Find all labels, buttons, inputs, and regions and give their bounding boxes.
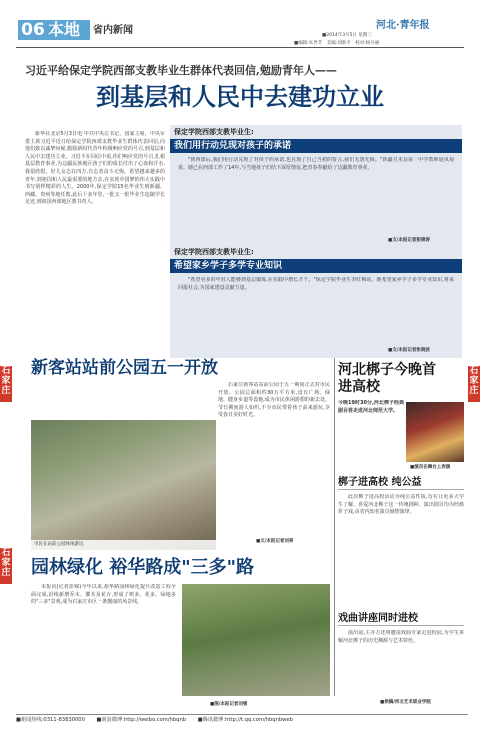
footer-phone: ■新闻热线:0311-83830000: [16, 717, 85, 723]
side1-lead: 今晚19时30分,河北梆子经典剧目将走进河北师范大学。: [338, 400, 404, 414]
lead-body: 新华社北京5月3日电 中共中央总书记、国家主席、中央军委主席习近平近日给保定学院西部支教毕业生群体代表回信,向他们致以诚挚问候,勉励新时代青年积极响应党的号召,到基层和人民中去建功立业。习近平在回信中说,你们响应党的号召,扎根基层教育事业,为边疆民族地区孩子们的成长付出了心血和汗水,我很欣慰。好儿女志在四方,有志者奋斗无悔。希望越来越多的青年,到祖国和人民最需要的地方去,在实现中国梦的伟大实践中书写别样精彩的人生。2000年,保定学院15名毕业生到新疆、西藏、贵州等地任教,此后十多年里,一批又一批毕业生追随学长足迹,到祖国西部地区教书育人。: [25, 131, 165, 206]
city-tab-left-2: 石家庄: [0, 548, 12, 584]
page-number: 06: [18, 20, 48, 40]
road-photo: [182, 584, 330, 696]
newspaper-logo: 河北·青年报: [376, 20, 430, 31]
info-box: [170, 125, 462, 358]
lead-kicker: 习近平给保定学院西部支教毕业生群体代表回信,勉励青年人——: [25, 64, 337, 77]
side1-caption: ■演员在舞台上表演: [410, 465, 451, 470]
story1-credit: ■文/本报记者刘亮: [256, 539, 294, 544]
footer-weibo[interactable]: ■新浪微博:http://weibo.com/hbqnb: [96, 717, 187, 723]
story1-body: 石家庄新客站站前公园于五一期间正式对市民开放。公园总面积约30万平方米,设有广场、绿地、健身步道等设施,成为市民休闲游憩的新去处。节日期间游人如织,不少市民带着孩子前来游玩,享受春日美好时光。: [218, 382, 330, 419]
column-rule: [334, 358, 335, 696]
header-rule: [16, 47, 464, 48]
box-credit-1: ■文/本报记者彭锦涛: [388, 238, 430, 243]
side2-subhead: 戏曲讲座同时进校: [338, 612, 464, 626]
issue-date: ■2014年3月5日 星期三: [322, 33, 372, 38]
footer-tqq[interactable]: ■腾讯微博:http://t.qq.com/hbqnbweb: [197, 717, 293, 723]
editor-info: ■编辑:朱世芳 美编:刘新平 校对:杨丹丽: [294, 41, 380, 46]
story2-body: 本报讯(记者彭锦)今年以来,裕华路园林绿化提升改造工程全面完成,沿线新增乔木、灌木及花卉,形成了树多、花多、绿地多的"三多"景观,成为石家庄市区一条靓丽的风景线。: [31, 584, 176, 606]
park-photo: [31, 420, 216, 550]
side2-body: 演出前,主办方还将邀请戏曲专家走进校园,为学生讲解河北梆子的历史渊源与艺术特色。: [338, 630, 464, 644]
side1-headline: 河北梆子今晚首进高校: [338, 362, 436, 395]
box-title: 保定学院西部支教毕业生:: [174, 128, 254, 136]
story2-headline: 园林绿化 裕华路成"三多"路: [31, 557, 255, 578]
footer-bar: [16, 714, 468, 725]
section-name: 本地: [48, 20, 90, 40]
box-headline-2: 希望家乡学子多学专业知识: [170, 259, 462, 273]
side1-body: 此次梆子进高校活动为纯公益性质,旨在让更多大学生了解、喜爱河北梆子这一传统剧种。演出剧目均为经典折子戏,由省内知名演员倾情演绎。: [338, 494, 464, 516]
box-credit-2: ■文/本报记者张晓波: [388, 348, 430, 353]
box-body-1: "到西部后,我们用行动兑现了对孩子的承诺,也兑现了自己当初的誓言,我们无怨无悔。"新疆且末县第一中学教师庞凤菊说。她已在西部工作了14年,与当地孩子们结下深厚情谊,把青春奉献给了边疆教育事业。: [178, 157, 454, 171]
box-title-2: 保定学院西部支教毕业生:: [174, 248, 254, 256]
side1-subhead: 梆子进高校 纯公益: [338, 476, 464, 490]
city-tab-left: 石家庄: [0, 366, 12, 402]
box-headline-1: 我们用行动兑现对孩子的承诺: [170, 139, 462, 153]
lead-headline: 到基层和人民中去建功立业: [96, 83, 384, 111]
story2-credit: ■图/本报记者刘强: [210, 702, 248, 707]
opera-photo: [406, 402, 464, 462]
subsection-name: 省内新闻: [93, 25, 133, 36]
photo-caption: 市民在站前公园休闲游玩: [31, 540, 219, 550]
story1-headline: 新客站站前公园五一开放: [31, 358, 218, 378]
box-body-2: "希望更多的年轻人能够到基层锻炼,在实践中增长才干。"保定学院毕业生李红梅说。她希望家乡学子多学专业知识,将来回报社会,为国家建设贡献力量。: [178, 277, 454, 291]
side2-credit: ■供稿/河北艺术职业学院: [380, 700, 431, 705]
city-tab-right: 石家庄: [468, 366, 480, 402]
